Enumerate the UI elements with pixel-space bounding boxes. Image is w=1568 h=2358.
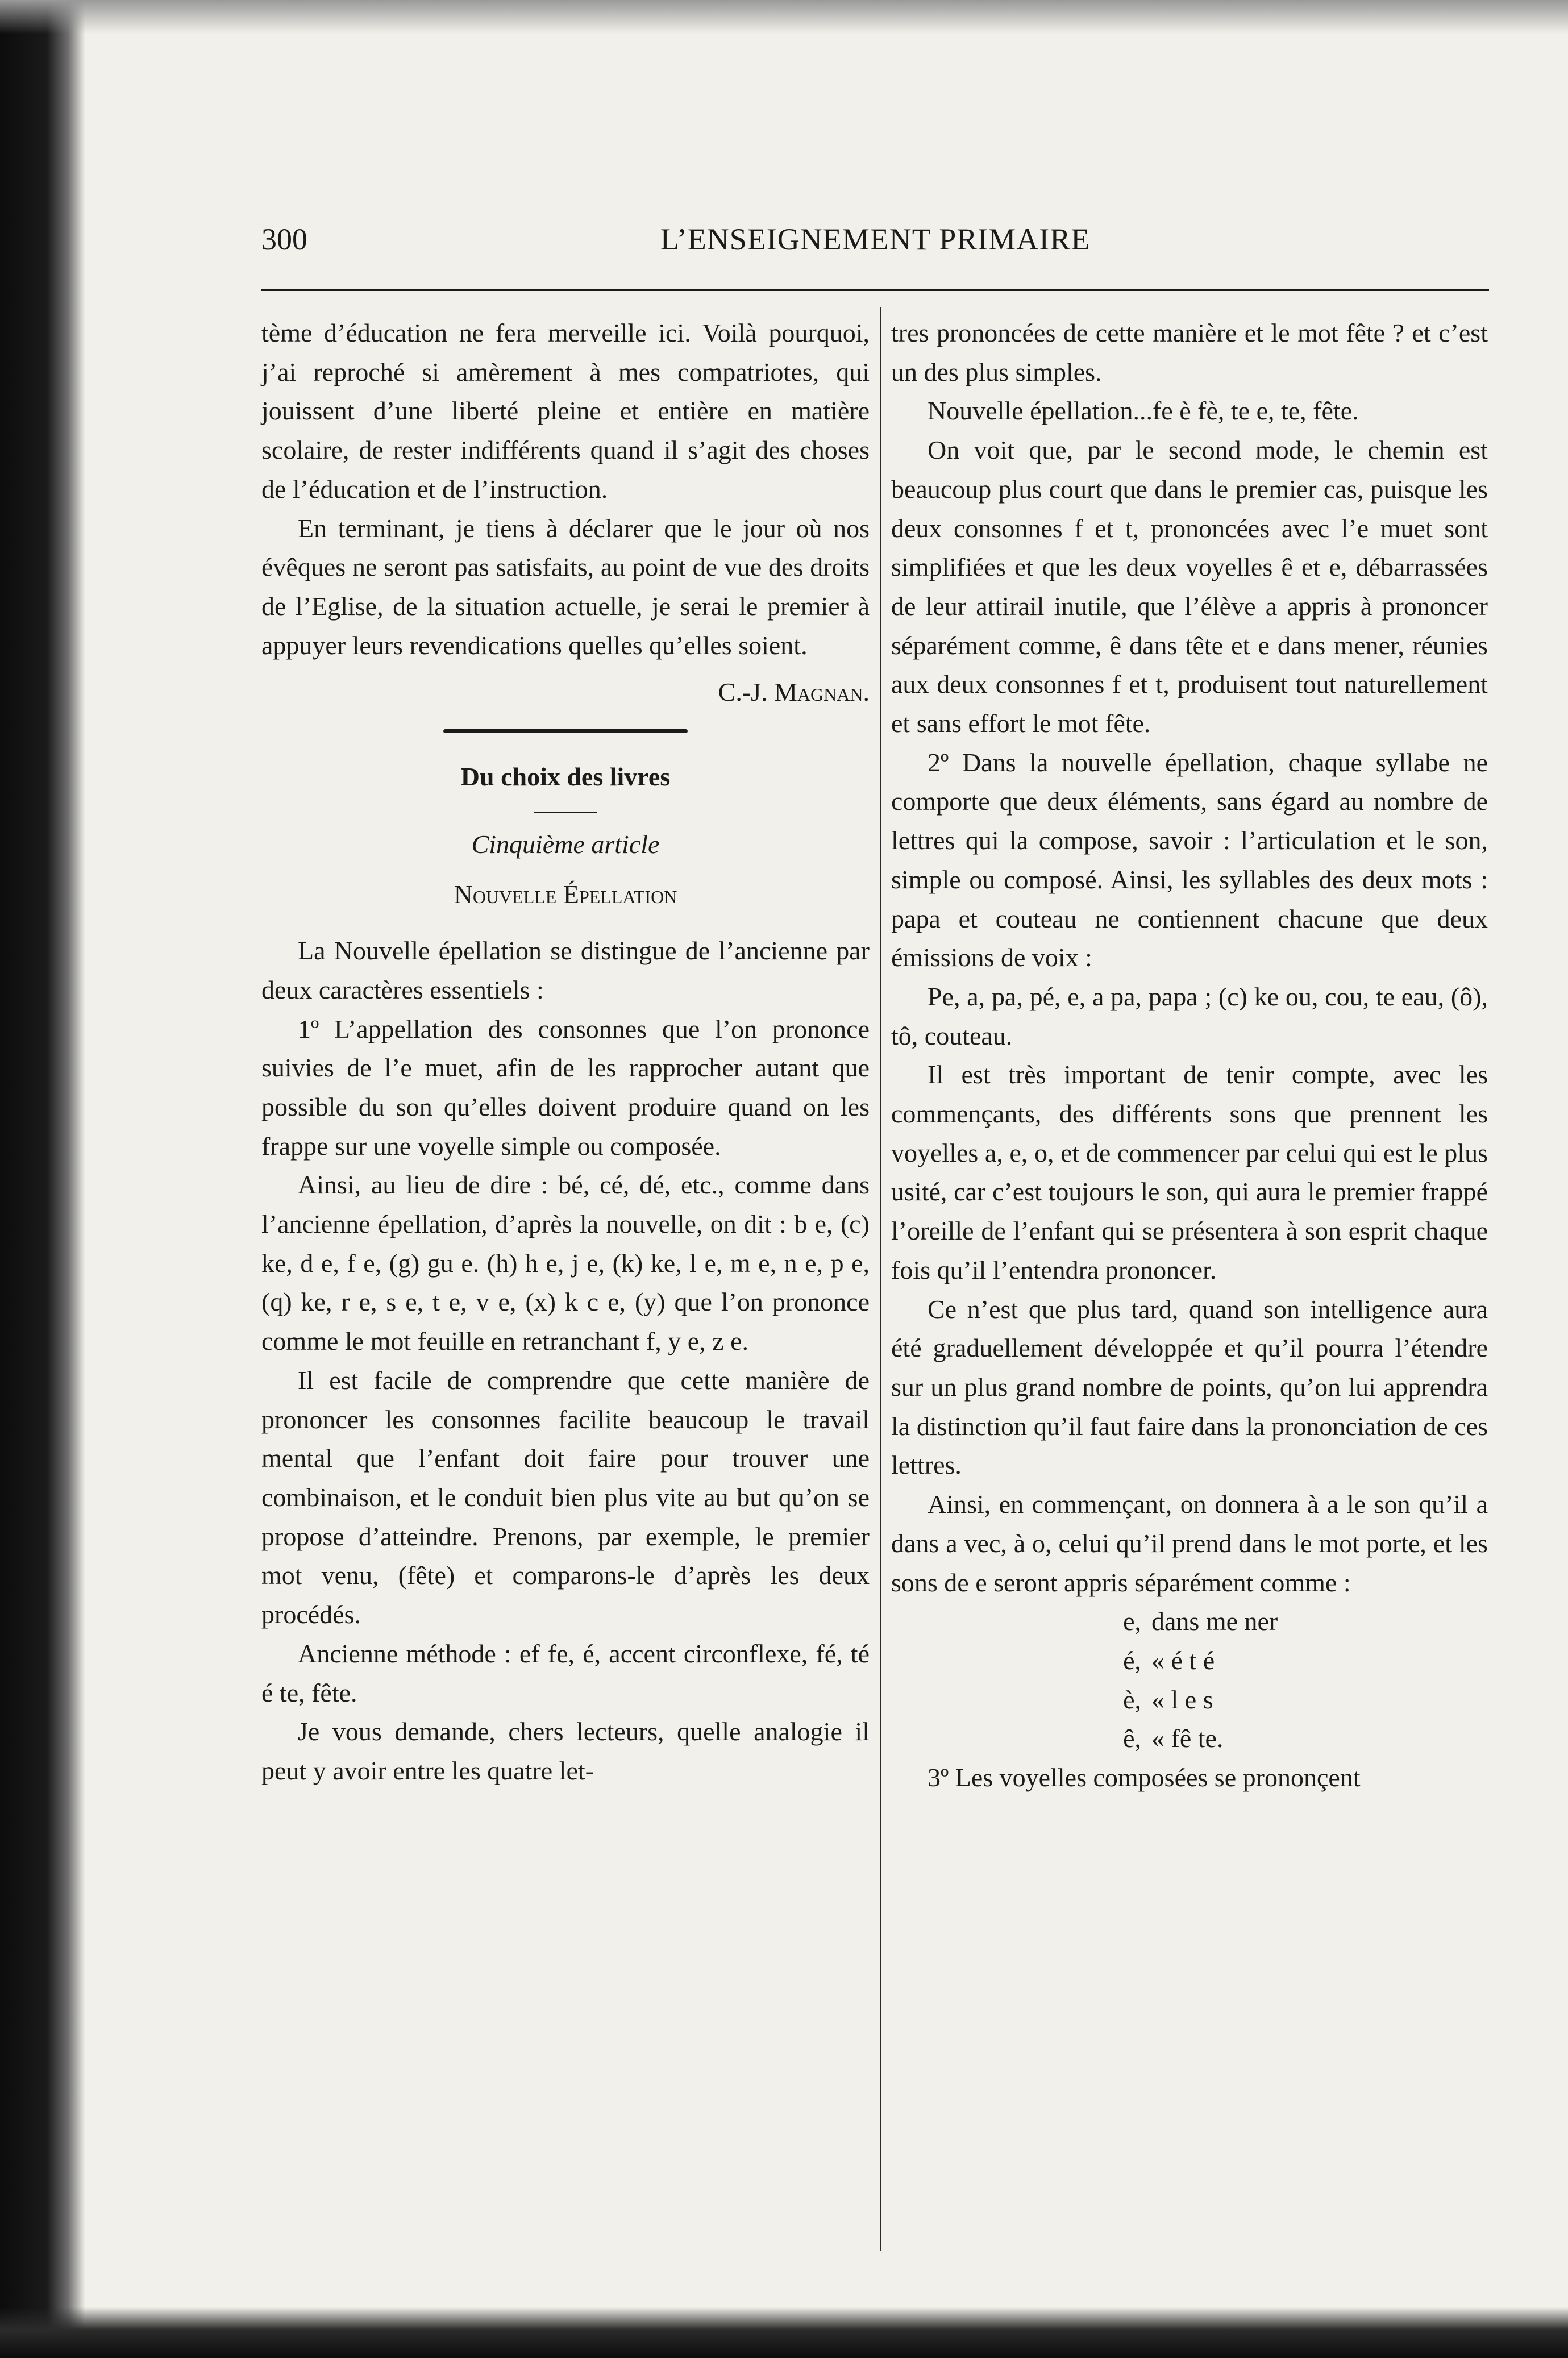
vowel: e,: [1123, 1607, 1141, 1636]
left-column: [261, 314, 870, 1791]
scan-shadow-top: [0, 0, 1568, 34]
article-subtitle: Cinquième article: [471, 829, 660, 859]
subheading: Nouvelle Épellation: [454, 880, 677, 909]
paragraph: 2º Dans la nouvelle épellation, chaque syllabe ne comporte que deux éléments, sans égard au nombre de lettres qui la compose, savoir : l’articulation et le son, simple ou composé. Ainsi, les syllables des deux mots : papa et couteau ne contiennent chacune que deux émissions de voix :: [891, 747, 1488, 972]
author-signature: C.-J. Magnan.: [718, 677, 870, 707]
vowel-example: « fê te.: [1151, 1724, 1224, 1753]
paragraph: Il est facile de comprendre que cette manière de prononcer les consonnes facilite beaucoup le travail mental que l’enfant doit faire pour trouver une combinaison, et le conduit bien plus vite au but qu’on se propose d’atteindre. Prenons, par exemple, le premier mot venu, (fête) et comparons-le d’après les deux procédés.: [261, 1365, 870, 1629]
paragraph: Ainsi, en commençant, on donnera à a le son qu’il a dans a vec, à o, celui qu’il prend dans le mot porte, et les sons de e seront appris séparément comme :: [891, 1490, 1488, 1597]
page-header: [261, 222, 1489, 261]
header-rule: [261, 289, 1489, 291]
vowel-example: dans me ner: [1151, 1607, 1278, 1636]
ornamental-divider: [261, 712, 870, 758]
column-divider: [880, 307, 881, 2251]
vowel-example: « é t é: [1151, 1645, 1215, 1675]
vowel-example: « l e s: [1151, 1685, 1213, 1714]
vowel: è,: [1123, 1685, 1141, 1714]
paragraph: Il est très important de tenir compte, avec les commençants, des différents sons que prennent les voyelles a, e, o, et de commencer par celui qui est le plus usité, car c’est toujours le son, qui aura le premier frappé l’oreille de l’enfant qui se présentera à son esprit chaque fois qu’il l’entendra prononcer.: [891, 1060, 1488, 1284]
running-title: L’ENSEIGNEMENT PRIMAIRE: [660, 222, 1091, 256]
paragraph: tème d’éducation ne fera merveille ici. Voilà pourquoi, j’ai reproché si amèrement à mes compatriotes, qui jouissent d’une liberté pleine et entière en matière scolaire, de rester indifférents quand il s’agit des choses de l’éducation et de l’instruction.: [261, 318, 870, 504]
vowel-row: [891, 1681, 1488, 1720]
page-number: 300: [261, 222, 307, 256]
paragraph: 3º Les voyelles composées se prononçent: [928, 1763, 1361, 1793]
paragraph: 1º L’appellation des consonnes que l’on prononce suivies de l’e muet, afin de les rapprocher autant que possible du son qu’elles doivent produire quand on les frappe sur une voyelle simple ou composée.: [261, 1014, 870, 1161]
vowel-row: [891, 1602, 1488, 1641]
vowel: ê,: [1123, 1724, 1141, 1753]
section-title: Du choix des livres: [460, 762, 671, 792]
scan-shadow-left: [0, 0, 85, 2358]
paragraph: On voit que, par le second mode, le chemin est beaucoup plus court que dans le premier cas, puisque les deux consonnes f et t, prononcées avec l’e muet sont simplifiées et que les deux voyelles ê et e, débarrassées de leur attirail inutile, que l’élève a appris à prononcer séparément comme, ê dans tête et e dans mener, réunies aux deux consonnes f et t, produisent tout naturellement et sans effort le mot fête.: [891, 435, 1488, 738]
paragraph: Ce n’est que plus tard, quand son intelligence aura été graduellement développée et qu’il pourra l’étendre sur un plus grand nombre de points, qu’on lui apprendra la distinction qu’il faut faire dans la prononciation de ces lettres.: [891, 1294, 1488, 1480]
paragraph: Ainsi, au lieu de dire : bé, cé, dé, etc., comme dans l’ancienne épellation, d’après la nouvelle, on dit : b e, (c) ke, d e, f e, (g) gu e. (h) h e, j e, (k) ke, l e, m e, n e, p e, (q) ke, r e, s e, t e, v e, (x) k c e, (y) que l’on prononce comme le mot feuille en retranchant f, y e, z e.: [261, 1170, 870, 1356]
paragraph: tres prononcées de cette manière et le mot fête ? et c’est un des plus simples.: [891, 318, 1488, 386]
short-rule: [261, 797, 870, 825]
paragraph: Pe, a, pa, pé, e, a pa, papa ; (c) ke ou, cou, te eau, (ô), tô, couteau.: [891, 982, 1488, 1050]
paragraph: La Nouvelle épellation se distingue de l’ancienne par deux caractères essentiels :: [261, 936, 870, 1004]
vowel-row: [891, 1719, 1488, 1758]
paragraph: En terminant, je tiens à déclarer que le jour où nos évêques ne seront pas satisfaits, au point de vue des droits de l’Eglise, de la situation actuelle, je serai le premier à appuyer leurs revendications quelles qu’elles soient.: [261, 513, 870, 660]
paragraph: Nouvelle épellation...fe è fè, te e, te, fête.: [928, 396, 1359, 426]
scan-shadow-bottom: [0, 2307, 1568, 2358]
right-column: [891, 314, 1488, 1798]
vowel-examples: [891, 1602, 1488, 1758]
vowel-row: [891, 1641, 1488, 1681]
vowel: é,: [1123, 1645, 1141, 1675]
paragraph: Je vous demande, chers lecteurs, quelle analogie il peut y avoir entre les quatre let-: [261, 1717, 870, 1785]
paragraph: Ancienne méthode : ef fe, é, accent circonflexe, fé, té é te, fête.: [261, 1638, 870, 1707]
